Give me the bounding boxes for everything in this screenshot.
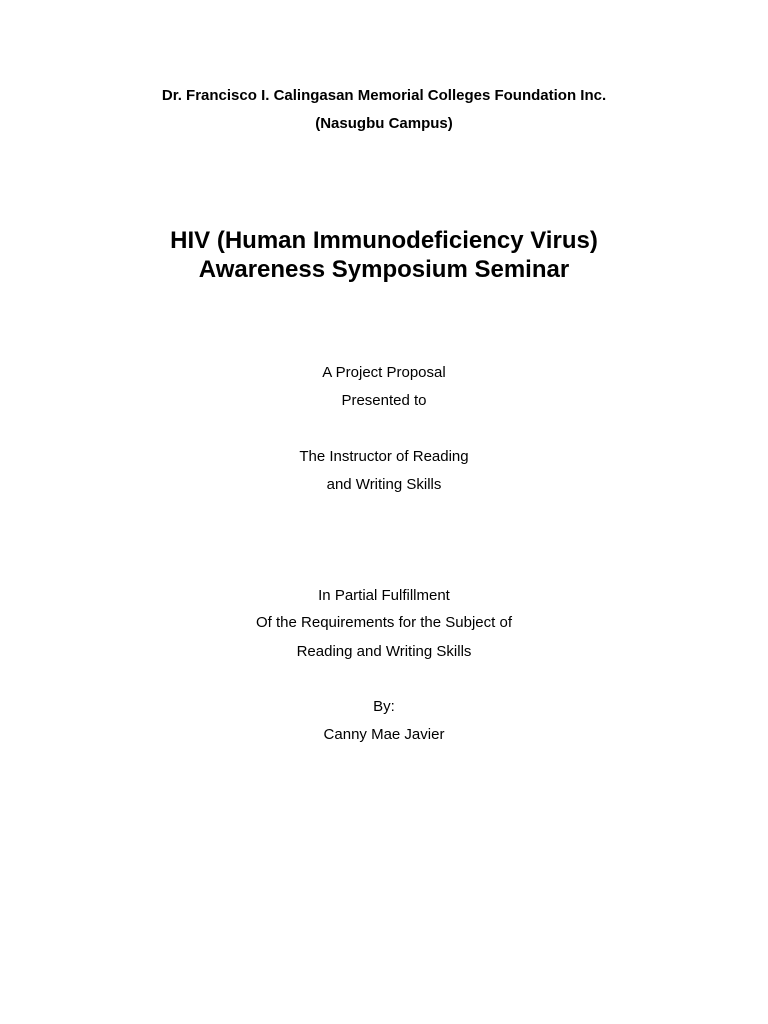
- campus-name: (Nasugbu Campus): [315, 115, 453, 132]
- fulfillment-line-2: Of the Requirements for the Subject of: [256, 614, 512, 631]
- recipient-line-1: The Instructor of Reading: [299, 448, 469, 465]
- proposal-line-2: Presented to: [341, 392, 427, 409]
- document-title-line-1: HIV (Human Immunodeficiency Virus): [170, 227, 598, 254]
- recipient-line-2: and Writing Skills: [326, 476, 442, 493]
- fulfillment-line-3: Reading and Writing Skills: [296, 643, 472, 660]
- proposal-line-1: A Project Proposal: [322, 364, 446, 381]
- by-label: By:: [373, 698, 395, 715]
- author-name: Canny Mae Javier: [323, 726, 445, 743]
- fulfillment-line-1: In Partial Fulfillment: [318, 587, 450, 604]
- document-title-line-2: Awareness Symposium Seminar: [198, 256, 570, 283]
- institution-name: Dr. Francisco I. Calingasan Memorial Colleges Foundation Inc.: [161, 87, 607, 104]
